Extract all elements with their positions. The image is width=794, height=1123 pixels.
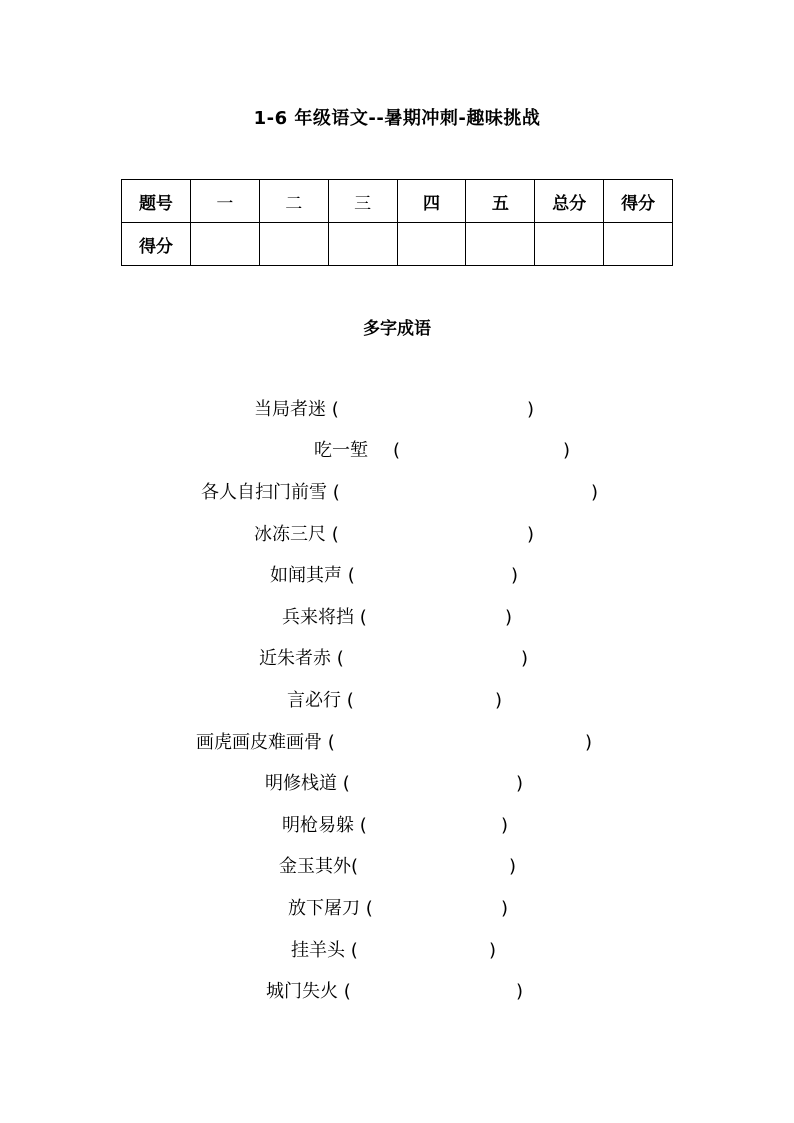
score-input-cell[interactable] — [259, 223, 328, 266]
score-input-cell[interactable] — [397, 223, 466, 266]
score-header-cell: 二 — [259, 180, 328, 223]
idiom-prompt: 挂羊头 ( — [291, 940, 358, 961]
idiom-close-paren: ) — [527, 524, 535, 545]
score-input-cell[interactable] — [535, 223, 604, 266]
score-row-label: 得分 — [122, 223, 191, 266]
idiom-close-paren: ) — [501, 815, 509, 836]
score-header-cell: 得分 — [604, 180, 673, 223]
idiom-close-paren: ) — [505, 607, 513, 628]
idiom-prompt: 冰冻三尺 ( — [254, 524, 339, 545]
score-table-score-row — [122, 223, 673, 266]
idiom-prompt: 近朱者赤 ( — [259, 648, 344, 669]
score-header-cell: 四 — [397, 180, 466, 223]
idiom-close-paren: ) — [563, 440, 571, 461]
idiom-prompt: 放下屠刀 ( — [288, 898, 373, 919]
idiom-close-paren: ) — [516, 981, 524, 1002]
score-input-cell[interactable] — [604, 223, 673, 266]
page-title: 1-6 年级语文--暑期冲刺-趣味挑战 — [253, 108, 541, 129]
score-header-cell: 三 — [328, 180, 397, 223]
idiom-close-paren: ) — [585, 732, 593, 753]
score-table-header-row — [122, 180, 673, 223]
idiom-prompt: 如闻其声 ( — [270, 565, 355, 586]
score-header-cell: 一 — [190, 180, 259, 223]
idiom-prompt: 吃一堑 — [314, 440, 368, 461]
idiom-close-paren: ) — [521, 648, 529, 669]
idiom-prompt: 明修栈道 ( — [265, 773, 350, 794]
idiom-close-paren: ) — [501, 898, 509, 919]
score-input-cell[interactable] — [190, 223, 259, 266]
score-header-cell: 总分 — [535, 180, 604, 223]
idiom-prompt: 画虎画皮难画骨 ( — [196, 732, 335, 753]
idiom-close-paren: ) — [516, 773, 524, 794]
idiom-close-paren: ) — [591, 482, 599, 503]
section-title: 多字成语 — [363, 319, 431, 339]
idiom-close-paren: ) — [495, 690, 503, 711]
idiom-prompt: 明枪易躲 ( — [282, 815, 367, 836]
idiom-open-paren: ( — [393, 440, 401, 461]
idiom-close-paren: ) — [509, 856, 517, 877]
idiom-close-paren: ) — [489, 940, 497, 961]
idiom-close-paren: ) — [527, 399, 535, 420]
idiom-prompt: 各人自扫门前雪 ( — [201, 482, 340, 503]
score-header-cell: 题号 — [122, 180, 191, 223]
score-table — [121, 179, 673, 266]
idiom-close-paren: ) — [511, 565, 519, 586]
idiom-prompt: 城门失火 ( — [266, 981, 351, 1002]
idiom-prompt: 当局者迷 ( — [254, 399, 339, 420]
idiom-prompt: 兵来将挡 ( — [282, 607, 367, 628]
idiom-prompt: 言必行 ( — [287, 690, 354, 711]
score-input-cell[interactable] — [328, 223, 397, 266]
score-header-cell: 五 — [466, 180, 535, 223]
idiom-prompt: 金玉其外( — [279, 856, 359, 877]
score-input-cell[interactable] — [466, 223, 535, 266]
